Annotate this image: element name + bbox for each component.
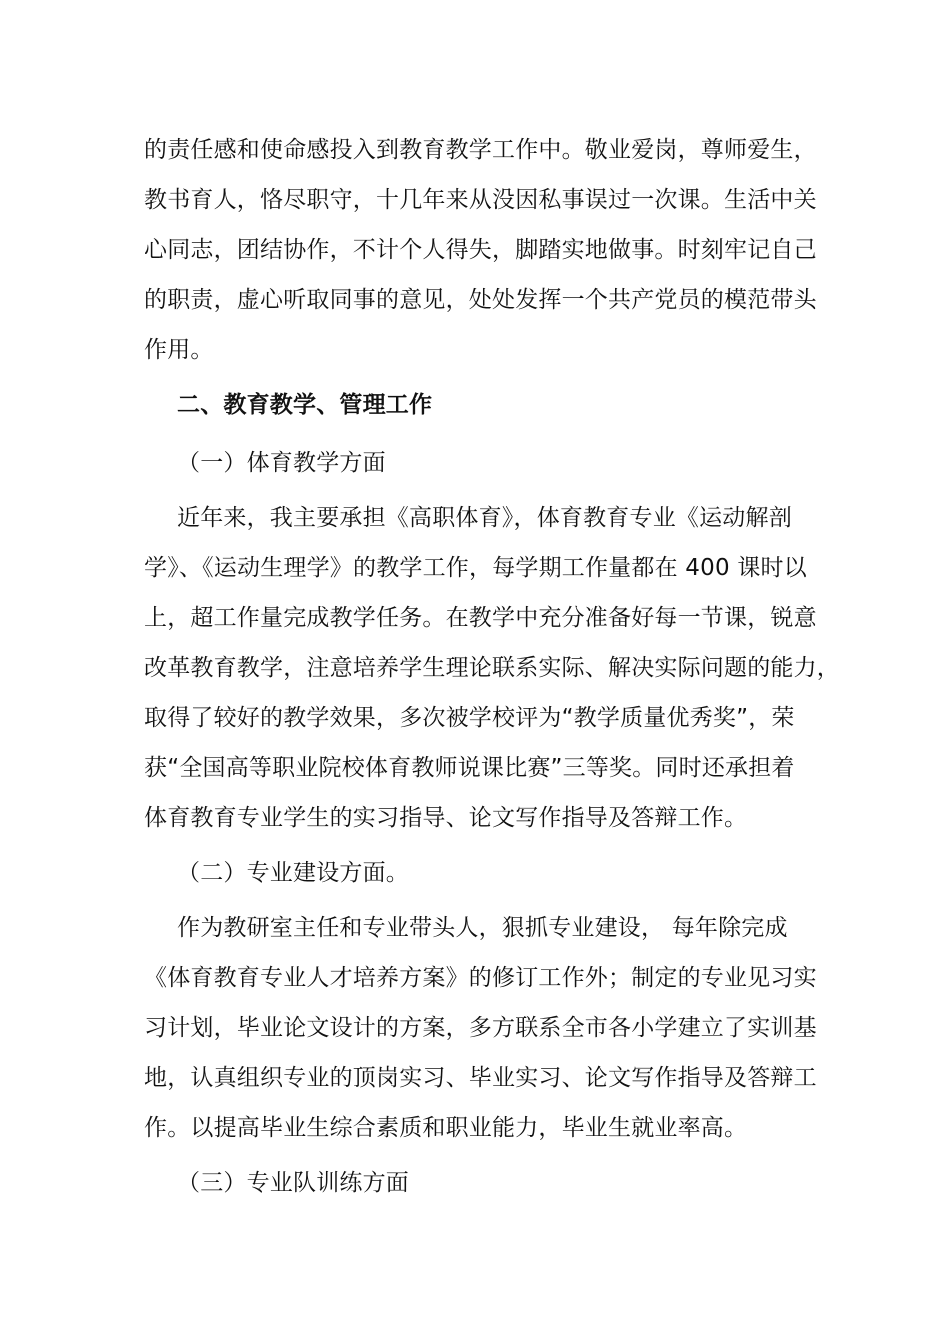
subsection-heading: （二）专业建设方面。 [177, 860, 409, 886]
paragraph-line: 《体育教育专业人才培养方案》的修订工作外；制定的专业见习实 [144, 965, 817, 991]
paragraph-line: 的职责，虚心听取同事的意见，处处发挥一个共产党员的模范带头 [144, 287, 817, 313]
subsection-heading: （三）专业队训练方面 [177, 1170, 409, 1196]
paragraph-line: 教书育人，恪尽职守，十几年来从没因私事误过一次课。生活中关 [144, 187, 817, 213]
subsection-heading: （一）体育教学方面 [177, 450, 386, 476]
paragraph-line: 学》、《运动生理学》的教学工作，每学期工作量都在 400 课时以 [144, 555, 807, 581]
paragraph-line: 心同志，团结协作，不计个人得失，脚踏实地做事。时刻牢记自己 [144, 237, 817, 263]
paragraph-line: 取得了较好的教学效果，多次被学校评为“教学质量优秀奖”，荣 [144, 705, 795, 731]
paragraph-line: 地，认真组织专业的顶岗实习、毕业实习、论文写作指导及答辩工 [144, 1065, 817, 1091]
paragraph-line: 获“全国高等职业院校体育教师说课比赛”三等奖。同时还承担着 [144, 755, 795, 781]
paragraph-line: 习计划，毕业论文设计的方案，多方联系全市各小学建立了实训基 [144, 1015, 817, 1041]
paragraph-line: 作为教研室主任和专业带头人，狠抓专业建设， 每年除完成 [177, 915, 788, 941]
paragraph-line: 的责任感和使命感投入到教育教学工作中。敬业爱岗，尊师爱生， [144, 137, 817, 163]
paragraph-line: 改革教育教学，注意培养学生理论联系实际、解决实际问题的能力， [144, 655, 840, 681]
section-heading: 二、教育教学、管理工作 [177, 392, 433, 418]
paragraph-line: 作用。 [144, 337, 214, 363]
paragraph-line: 近年来，我主要承担《高职体育》，体育教育专业《运动解剖 [177, 505, 792, 531]
paragraph-line: 上，超工作量完成教学任务。在教学中充分准备好每一节课，锐意 [144, 605, 817, 631]
paragraph-line: 作。以提高毕业生综合素质和职业能力，毕业生就业率高。 [144, 1115, 748, 1141]
paragraph-line: 体育教育专业学生的实习指导、论文写作指导及答辩工作。 [144, 805, 748, 831]
